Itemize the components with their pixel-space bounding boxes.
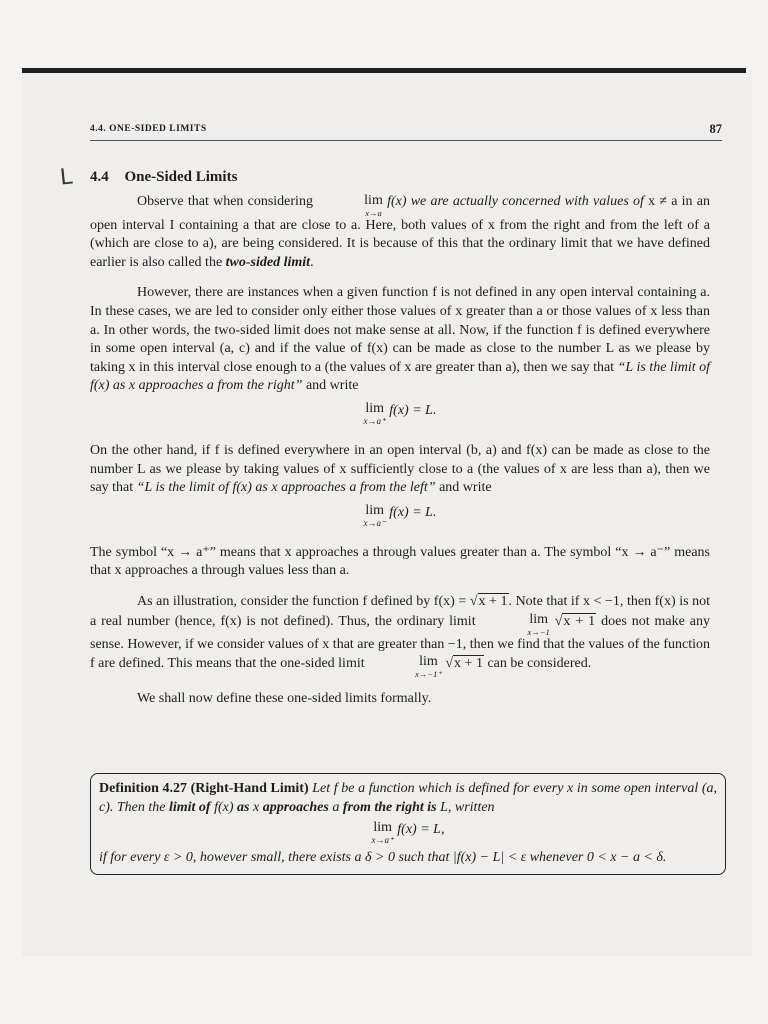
definition-text-e: L, written bbox=[440, 799, 495, 815]
definition-bold-1: limit of bbox=[168, 799, 211, 815]
paragraph-1 bbox=[90, 193, 710, 273]
lim-word: lim bbox=[365, 502, 384, 518]
lim-subscript: x→−1⁺ bbox=[415, 669, 442, 680]
p5-text-d: can be considered. bbox=[487, 656, 592, 672]
definition-equation bbox=[99, 821, 717, 845]
definition-text-b: f(x) bbox=[214, 799, 234, 815]
sqrt-expression: √x + 1 bbox=[554, 613, 596, 629]
definition-body bbox=[99, 780, 717, 817]
p3-text: On the other hand, if f is defined everywhere in an open interval (b, a) and f(x) can be made as close to the number L as we please by taking values of x sufficiently close to a (the values of x are less than a), then we say that bbox=[90, 442, 710, 496]
lim-subscript: x→a bbox=[365, 207, 382, 218]
p1-text-b: f(x) we are actually concerned with values of bbox=[387, 193, 644, 209]
paragraph-2 bbox=[90, 284, 710, 396]
definition-text-a: Let f be a function which is defined for every x in some open interval (a, c). Then the bbox=[99, 781, 718, 815]
page-body bbox=[90, 168, 710, 709]
p5-text-c: does not make any sense. However, if we consider values of x that are greater than −1, then we find that the values of the function f are defined. This means that the one-sided limit bbox=[90, 613, 711, 672]
lim-subscript: x→a⁺ bbox=[363, 415, 386, 426]
header-rule bbox=[90, 140, 722, 141]
definition-condition: if for every ε > 0, however small, there exists a δ > 0 such that |f(x) − L| < ε whenever 0 < x − a < δ. bbox=[99, 850, 667, 866]
definition-bold-2: as bbox=[237, 799, 250, 815]
paragraph-5 bbox=[90, 593, 710, 678]
section-heading bbox=[90, 168, 710, 187]
two-sided-limit-term: two-sided limit bbox=[225, 254, 311, 270]
margin-mark: L bbox=[58, 164, 74, 191]
definition-bold-3: approaches bbox=[262, 799, 329, 815]
spacer bbox=[90, 272, 710, 284]
lim-subscript: x→−1 bbox=[527, 626, 550, 637]
paragraph-3 bbox=[90, 442, 710, 498]
right-limit-phrase: “L is the limit of f(x) as x approaches a from the right” bbox=[90, 359, 711, 394]
limit-operator bbox=[364, 402, 386, 426]
p1-text-c: x ≠ a in an open interval I containing a that are close to a. Here, both values of x from the right and from the left of a (which are close to a), are being considered. It is because of this that the ordinary limit that we have defined earlier is also called the bbox=[90, 193, 710, 270]
definition-label: Definition 4.27 (Right-Hand Limit) bbox=[99, 781, 309, 796]
page-number: 87 bbox=[709, 122, 722, 136]
limit-operator bbox=[364, 504, 386, 528]
spacer bbox=[90, 678, 710, 690]
inline-limit-operator bbox=[317, 193, 383, 217]
radicand: x + 1 bbox=[563, 613, 596, 629]
running-title: 4.4. ONE-SIDED LIMITS bbox=[90, 124, 207, 134]
display-equation-right bbox=[90, 402, 710, 432]
lim-word: lim bbox=[364, 192, 383, 208]
sqrt-expression: √x + 1 bbox=[469, 593, 508, 609]
section-title: One-Sided Limits bbox=[124, 169, 238, 185]
p3-end: and write bbox=[439, 480, 492, 496]
p2-text: However, there are instances when a given function f is not defined in any open interval containing a. In these cases, we are led to consider only either those values of x greater than a or those values of x less than a. In other words, the two-sided limit does not make sense at all. Now, if the function f is defined everywhere in some open interval (a, c) and if the value of f(x) can be made as close to the number L as we please by taking x in this interval close enough to a (the values of x are greater than a), then we say that bbox=[90, 285, 710, 375]
equation-rhs: f(x) = L, bbox=[397, 822, 445, 838]
definition-text-c: x bbox=[253, 799, 260, 815]
limit-operator bbox=[372, 821, 394, 845]
definition-box bbox=[90, 773, 726, 875]
lim-word: lim bbox=[373, 820, 392, 836]
spacer bbox=[90, 581, 710, 593]
top-edge-rule bbox=[22, 68, 746, 73]
display-equation-left bbox=[90, 504, 710, 534]
radicand: x + 1 bbox=[454, 656, 483, 672]
left-limit-phrase: “L is the limit of f(x) as x approaches a from the left” bbox=[136, 480, 436, 496]
p5-text-a: As an illustration, consider the function f defined by f(x) = bbox=[137, 593, 467, 609]
p5-text-b: . Note that if x < −1, then f(x) is not a real number (hence, f(x) is not defined). Thus, the ordinary limit bbox=[90, 593, 710, 629]
lim-subscript: x→a⁺ bbox=[371, 835, 394, 846]
definition-text-d: a bbox=[332, 799, 340, 815]
equation-rhs: f(x) = L. bbox=[389, 402, 437, 418]
lim-word: lim bbox=[365, 400, 384, 416]
inline-limit-operator bbox=[368, 654, 442, 678]
paragraph-4: The symbol “x → a⁺” means that x approaches a through values greater than a. The symbol “x → a⁻” means that x approaches a through values less than a. bbox=[90, 544, 710, 579]
lim-subscript: x→a⁻ bbox=[363, 517, 386, 528]
p2-end: and write bbox=[305, 378, 359, 394]
section-number: 4.4 bbox=[90, 169, 109, 185]
running-header bbox=[90, 122, 722, 138]
p1-end: . bbox=[310, 254, 314, 270]
equation-rhs: f(x) = L. bbox=[389, 504, 437, 520]
sqrt-expression: √x + 1 bbox=[445, 656, 483, 672]
lim-word: lim bbox=[419, 654, 438, 670]
radicand: x + 1 bbox=[478, 593, 508, 609]
definition-bold-4: from the right is bbox=[342, 799, 437, 815]
p1-text-a: Observe that when considering bbox=[137, 193, 313, 209]
paragraph-6: We shall now define these one-sided limits formally. bbox=[137, 691, 432, 707]
inline-limit-operator bbox=[481, 612, 550, 636]
lim-word: lim bbox=[529, 611, 548, 627]
